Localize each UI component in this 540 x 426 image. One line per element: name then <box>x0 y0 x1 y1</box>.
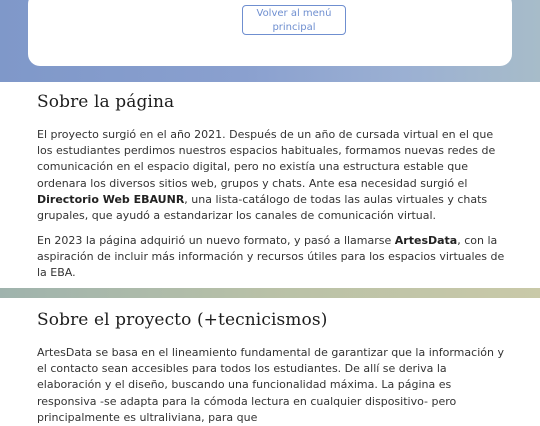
about-project-section <box>0 298 540 424</box>
nav-card <box>28 0 512 66</box>
site-name: ArtesData <box>394 234 458 247</box>
about-page-title: Sobre la página <box>37 92 175 112</box>
paragraph-text: El proyecto surgió en el año 2021. Después de un año de cursada virtual en el que los estudiantes perdimos nuestros espacios habituales, formamos nuevas redes de comunicación en el espacio digital, pero no existía una estructura estable que ordenara los diversos sitios web, grupos y chats. Ante esa necesidad surgió el <box>37 128 496 190</box>
about-page-paragraph-2 <box>37 233 507 282</box>
section-divider <box>0 288 540 298</box>
paragraph-text: En 2023 la página adquirió un nuevo formato, y pasó a llamarse <box>37 234 395 247</box>
directory-name: Directorio Web EBAUNR <box>37 192 185 206</box>
about-page-section <box>0 82 540 288</box>
back-to-menu-button[interactable]: Volver al menú principal <box>242 5 346 35</box>
paragraph-text: , una lista-catálogo de todas las aulas virtuales y chats grupales, que ayudó a estandarizar los canales de comunicación virtual. <box>37 192 488 223</box>
paragraph-text: , con la aspiración de incluir más información y recursos útiles para los espacios virtuales de la EBA. <box>37 234 505 280</box>
about-page-paragraph-1 <box>37 127 507 224</box>
about-project-paragraph-1: ArtesData se basa en el lineamiento fundamental de garantizar que la información y el contacto sean accesibles para todos los estudiantes. De allí se deriva la elaboración y el diseño, buscando una funcionalidad máxima. La página es responsiva -se adapta para la cómoda lectura en cualquier dispositivo- pero principalmente es ultraliviana, para que <box>37 346 504 424</box>
about-project-title: Sobre el proyecto (+tecnicismos) <box>37 310 328 330</box>
